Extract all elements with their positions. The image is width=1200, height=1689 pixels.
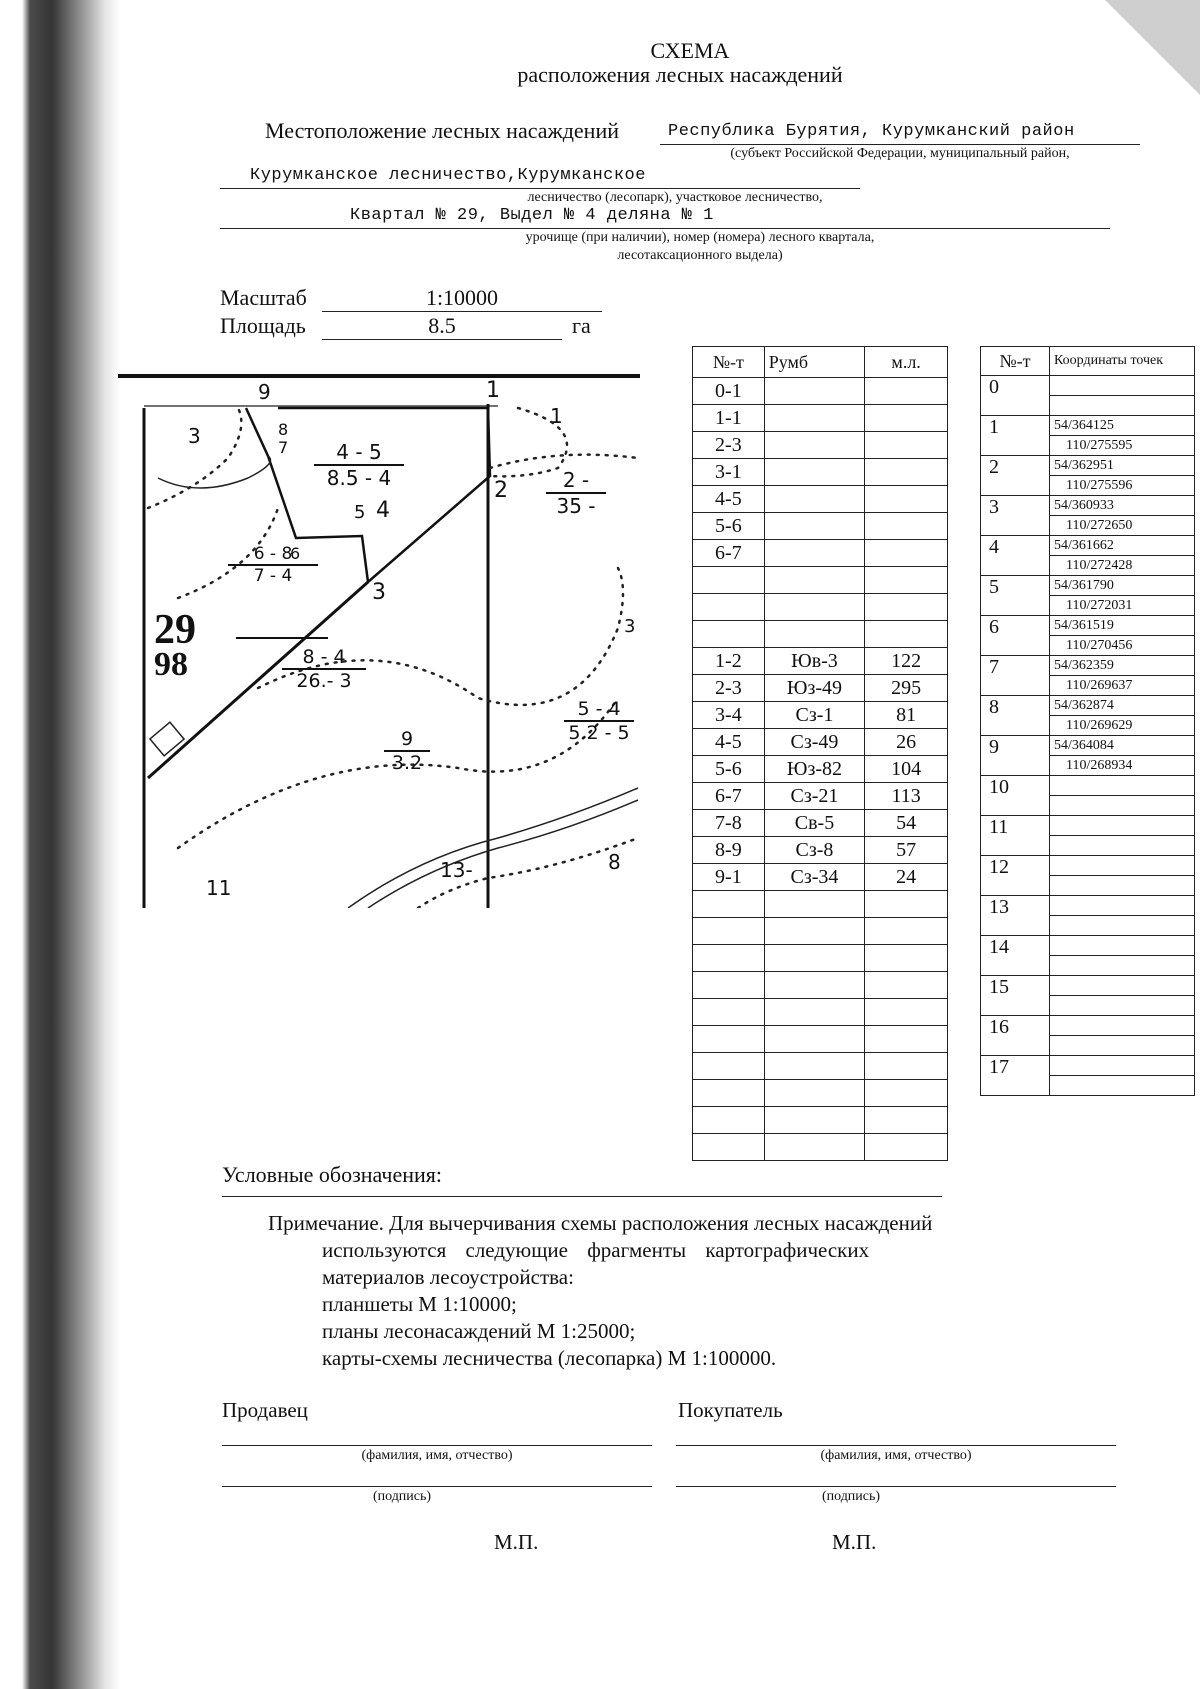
- bearing-row: [693, 1026, 948, 1053]
- coord-latitude: 54/361662: [1050, 536, 1195, 556]
- bearing-row: [693, 918, 948, 945]
- bearing-cell-point: 4-5: [693, 729, 765, 756]
- map-point-4: 4: [376, 498, 390, 523]
- map-point-1: 1: [486, 378, 500, 403]
- coord-longitude: [1050, 836, 1195, 856]
- area-unit: га: [572, 313, 591, 338]
- bearing-table: [692, 346, 948, 1161]
- location-caption-2: лесничество (лесопарк), участковое лесничество,: [527, 190, 823, 205]
- bearing-cell-point: [693, 621, 765, 648]
- coord-point-number: 4: [981, 536, 1050, 576]
- bearing-cell-length: [865, 891, 948, 918]
- bearing-cell-length: [865, 621, 948, 648]
- map-point-9: 9: [258, 380, 271, 404]
- bearing-row: [693, 675, 948, 702]
- bearing-row: [693, 756, 948, 783]
- bearing-cell-length: 54: [865, 810, 948, 837]
- bearing-cell-point: 3-1: [693, 459, 765, 486]
- bearing-cell-length: 113: [865, 783, 948, 810]
- bearing-cell-point: 7-8: [693, 810, 765, 837]
- map-plot-label: [384, 728, 430, 774]
- bearing-header-rumb: Румб: [764, 347, 864, 378]
- coord-point-number: 17: [981, 1056, 1050, 1096]
- bearing-row: [693, 459, 948, 486]
- coord-row: [981, 896, 1195, 916]
- bearing-cell-rumb: [764, 972, 864, 999]
- bearing-row: [693, 405, 948, 432]
- coord-row: [981, 576, 1195, 596]
- buyer-stamp: М.П.: [832, 1530, 877, 1554]
- coord-longitude: 110/272031: [1050, 596, 1195, 616]
- bearing-header-length: м.л.: [865, 347, 948, 378]
- contour-dotted-2: [490, 455, 638, 468]
- bearing-cell-point: 5-6: [693, 513, 765, 540]
- coord-latitude: 54/361790: [1050, 576, 1195, 596]
- coord-latitude: [1050, 816, 1195, 836]
- bearing-cell-rumb: [764, 621, 864, 648]
- bearing-cell-length: 122: [865, 648, 948, 675]
- bearing-cell-rumb: Сз-49: [764, 729, 864, 756]
- map-point-6: 6: [290, 544, 301, 563]
- bearing-cell-point: 1-1: [693, 405, 765, 432]
- bearing-cell-length: [865, 1053, 948, 1080]
- coord-point-number: 9: [981, 736, 1050, 776]
- area-label: Площадь: [220, 313, 306, 338]
- bearing-cell-rumb: [764, 378, 864, 405]
- coord-longitude: 110/275595: [1050, 436, 1195, 456]
- bearing-row: [693, 567, 948, 594]
- map-plot-label-top: 5 - 4: [564, 698, 634, 722]
- location-line-3: [220, 204, 1110, 229]
- map-plot-label: [282, 646, 366, 692]
- location-quarter: Квартал № 29, Выдел № 4 делянa № 1: [350, 206, 714, 225]
- seller-stamp: М.П.: [494, 1530, 539, 1554]
- bearing-row: [693, 729, 948, 756]
- map-plot-label-top: 2 -: [546, 468, 606, 494]
- coord-row: [981, 976, 1195, 996]
- coord-row: [981, 536, 1195, 556]
- bearing-row: [693, 648, 948, 675]
- coord-longitude: [1050, 396, 1195, 416]
- seller-name-caption: (фамилия, имя, отчество): [361, 1448, 513, 1463]
- coord-latitude: [1050, 376, 1195, 396]
- map-plot-label: [314, 440, 404, 490]
- map-plot-label-top: 8 - 4: [282, 646, 366, 670]
- map-point-3: 3: [372, 580, 386, 605]
- note-line-3: материалов лесоустройства:: [322, 1265, 574, 1289]
- bearing-cell-point: [693, 1134, 765, 1161]
- location-caption-3b: лесотаксационного выдела): [617, 248, 783, 263]
- bearing-cell-rumb: Сз-8: [764, 837, 864, 864]
- coord-latitude: 54/364125: [1050, 416, 1195, 436]
- bearing-row: [693, 891, 948, 918]
- map-plot-label-bottom: 3.2: [391, 752, 423, 774]
- coord-point-number: 1: [981, 416, 1050, 456]
- bearing-cell-length: [865, 918, 948, 945]
- bearing-cell-length: [865, 1080, 948, 1107]
- note-line-6: карты-схемы лесничества (лесопарка) М 1:100000.: [322, 1346, 777, 1370]
- coord-longitude: 110/268934: [1050, 756, 1195, 776]
- coord-header-coords: Координаты точек: [1050, 347, 1195, 376]
- bearing-cell-point: [693, 567, 765, 594]
- bearing-cell-point: [693, 972, 765, 999]
- map-quarter-area: 98: [154, 646, 188, 683]
- legend-line: [222, 1196, 942, 1197]
- buyer-sign-line[interactable]: [676, 1486, 1116, 1487]
- contour-solid-1: [158, 456, 271, 488]
- map-plot-label-bottom: 35 -: [556, 494, 596, 518]
- bearing-row: [693, 945, 948, 972]
- bearing-cell-length: [865, 1107, 948, 1134]
- buyer-name-caption: (фамилия, имя, отчество): [820, 1448, 972, 1463]
- bearing-row: [693, 540, 948, 567]
- bearing-cell-rumb: [764, 1026, 864, 1053]
- coord-latitude: [1050, 896, 1195, 916]
- bearing-cell-length: [865, 999, 948, 1026]
- area-value: 8.5: [322, 313, 562, 340]
- bearing-row: [693, 594, 948, 621]
- bearing-cell-length: [865, 486, 948, 513]
- bearing-row: [693, 621, 948, 648]
- bearing-cell-rumb: [764, 999, 864, 1026]
- bearing-cell-point: [693, 999, 765, 1026]
- bearing-cell-length: [865, 972, 948, 999]
- coord-latitude: [1050, 856, 1195, 876]
- bearing-cell-point: [693, 1053, 765, 1080]
- coord-point-number: 15: [981, 976, 1050, 1016]
- coord-point-number: 3: [981, 496, 1050, 536]
- bearing-cell-point: [693, 1107, 765, 1134]
- map-plot-label-top: 9: [384, 728, 430, 752]
- location-line-1: [660, 118, 1140, 145]
- bearing-header-point: №-т: [693, 347, 765, 378]
- bearing-cell-point: 4-5: [693, 486, 765, 513]
- coord-point-number: 13: [981, 896, 1050, 936]
- coord-row: [981, 376, 1195, 396]
- bearing-cell-point: [693, 1026, 765, 1053]
- bearing-cell-rumb: [764, 459, 864, 486]
- scale-value: 1:10000: [322, 285, 602, 312]
- coord-longitude: [1050, 1036, 1195, 1056]
- coord-latitude: [1050, 1056, 1195, 1076]
- bearing-row: [693, 810, 948, 837]
- bearing-cell-rumb: [764, 567, 864, 594]
- bearing-row: [693, 513, 948, 540]
- bearing-cell-length: [865, 567, 948, 594]
- bearing-cell-point: [693, 594, 765, 621]
- note-line-4: планшеты М 1:10000;: [322, 1292, 517, 1316]
- coord-latitude: 54/362874: [1050, 696, 1195, 716]
- bearing-cell-length: [865, 945, 948, 972]
- map-misc-label: 3: [624, 616, 636, 637]
- coord-latitude: [1050, 976, 1195, 996]
- bearing-cell-rumb: [764, 513, 864, 540]
- map-plot-label-bottom: 8.5 - 4: [326, 466, 392, 490]
- map-plot-label-bottom: 7 - 4: [253, 566, 293, 586]
- location-caption-1: (субъект Российской Федерации, муниципальный район,: [730, 146, 1070, 161]
- coord-row: [981, 776, 1195, 796]
- buyer-sign-caption: (подпись): [821, 1489, 881, 1504]
- coord-latitude: 54/361519: [1050, 616, 1195, 636]
- coord-latitude: [1050, 936, 1195, 956]
- map-plot-label: [546, 468, 606, 518]
- bearing-cell-rumb: [764, 594, 864, 621]
- bearing-cell-point: [693, 918, 765, 945]
- coord-row: [981, 816, 1195, 836]
- coord-row: [981, 696, 1195, 716]
- bearing-cell-length: [865, 378, 948, 405]
- coord-longitude: 110/272428: [1050, 556, 1195, 576]
- bearing-cell-rumb: Св-5: [764, 810, 864, 837]
- coord-longitude: [1050, 796, 1195, 816]
- coordinates-table-body: [981, 376, 1195, 1096]
- bearing-table-body: [693, 378, 948, 1161]
- coord-longitude: 110/275596: [1050, 476, 1195, 496]
- bearing-cell-rumb: Сз-21: [764, 783, 864, 810]
- bearing-cell-length: 57: [865, 837, 948, 864]
- map-plot-label: [564, 698, 634, 744]
- note-line-5: планы лесонасаждений М 1:25000;: [322, 1319, 636, 1343]
- bearing-cell-rumb: Сз-1: [764, 702, 864, 729]
- bearing-cell-rumb: Сз-34: [764, 864, 864, 891]
- coord-point-number: 14: [981, 936, 1050, 976]
- map-point-7: 7: [278, 438, 289, 457]
- bearing-cell-length: 24: [865, 864, 948, 891]
- coord-point-number: 0: [981, 376, 1050, 416]
- bearing-cell-point: [693, 1080, 765, 1107]
- coord-point-number: 10: [981, 776, 1050, 816]
- bearing-cell-length: 81: [865, 702, 948, 729]
- map-plot-label-top: 6 - 8: [228, 544, 318, 566]
- bearing-row: [693, 378, 948, 405]
- coord-row: [981, 936, 1195, 956]
- bearing-row: [693, 702, 948, 729]
- map-plot-label: [228, 544, 318, 586]
- bearing-cell-rumb: Юз-82: [764, 756, 864, 783]
- coord-row: [981, 1016, 1195, 1036]
- coord-row: [981, 656, 1195, 676]
- coord-point-number: 11: [981, 816, 1050, 856]
- seller-label: Продавец: [222, 1398, 308, 1422]
- bearing-cell-length: [865, 459, 948, 486]
- coord-latitude: [1050, 776, 1195, 796]
- map-point-8: 8: [278, 420, 289, 439]
- bearing-row: [693, 1080, 948, 1107]
- bearing-cell-point: 6-7: [693, 783, 765, 810]
- bearing-row: [693, 972, 948, 999]
- bearing-cell-rumb: [764, 432, 864, 459]
- map-misc-label: 1: [550, 404, 563, 428]
- coord-longitude: [1050, 916, 1195, 936]
- map-misc-label: 3: [188, 424, 201, 448]
- bearing-row: [693, 432, 948, 459]
- location-caption-3a: урочище (при наличии), номер (номера) лесного квартала,: [525, 230, 875, 245]
- seller-name-line[interactable]: [222, 1445, 652, 1446]
- bearing-cell-length: [865, 405, 948, 432]
- bearing-cell-length: 26: [865, 729, 948, 756]
- location-line-2: [220, 164, 860, 189]
- coord-row: [981, 616, 1195, 636]
- coord-point-number: 16: [981, 1016, 1050, 1056]
- bearing-cell-rumb: [764, 918, 864, 945]
- coord-longitude: [1050, 956, 1195, 976]
- coord-latitude: 54/362951: [1050, 456, 1195, 476]
- coord-longitude: 110/269629: [1050, 716, 1195, 736]
- bearing-cell-length: [865, 594, 948, 621]
- bearing-cell-length: [865, 432, 948, 459]
- bearing-row: [693, 837, 948, 864]
- coord-point-number: 8: [981, 696, 1050, 736]
- bearing-cell-rumb: [764, 1134, 864, 1161]
- coord-longitude: 110/270456: [1050, 636, 1195, 656]
- coord-longitude: [1050, 876, 1195, 896]
- bearing-cell-point: 1-2: [693, 648, 765, 675]
- bearing-cell-rumb: [764, 1053, 864, 1080]
- map-misc-label: 8: [608, 850, 621, 874]
- bearing-cell-rumb: [764, 486, 864, 513]
- bearing-cell-point: 5-6: [693, 756, 765, 783]
- bearing-row: [693, 783, 948, 810]
- coord-longitude: [1050, 996, 1195, 1016]
- coord-latitude: 54/362359: [1050, 656, 1195, 676]
- coord-point-number: 12: [981, 856, 1050, 896]
- bearing-cell-point: [693, 891, 765, 918]
- document-subtitle: расположения лесных насаждений: [517, 62, 843, 87]
- bearing-cell-length: [865, 513, 948, 540]
- bearing-cell-point: 6-7: [693, 540, 765, 567]
- seller-sign-line[interactable]: [222, 1486, 652, 1487]
- location-label: Местоположение лесных насаждений: [265, 118, 619, 143]
- bearing-cell-length: [865, 1134, 948, 1161]
- contour-dotted-3: [148, 408, 241, 508]
- seller-sign-caption: (подпись): [372, 1489, 432, 1504]
- map-plot-label-bottom: 5.2 - 5: [568, 722, 630, 744]
- bearing-cell-rumb: [764, 540, 864, 567]
- bearing-row: [693, 1053, 948, 1080]
- coord-latitude: [1050, 1016, 1195, 1036]
- bearing-row: [693, 1134, 948, 1161]
- bearing-row: [693, 999, 948, 1026]
- coord-latitude: 54/360933: [1050, 496, 1195, 516]
- location-region: Республика Бурятия, Курумканский район: [668, 122, 1075, 141]
- coord-row: [981, 856, 1195, 876]
- coord-header-point: №-т: [981, 347, 1050, 376]
- map-quarter-number: 29: [154, 607, 196, 653]
- river-line-1: [348, 788, 638, 908]
- map-misc-label: 11: [206, 876, 232, 900]
- bearing-cell-point: 0-1: [693, 378, 765, 405]
- coord-point-number: 2: [981, 456, 1050, 496]
- bearing-cell-rumb: Юз-49: [764, 675, 864, 702]
- bearing-cell-rumb: [764, 1107, 864, 1134]
- bearing-cell-point: 2-3: [693, 675, 765, 702]
- folded-corner: [1105, 0, 1200, 95]
- bearing-cell-rumb: [764, 945, 864, 972]
- bearing-row: [693, 864, 948, 891]
- bearing-cell-length: 104: [865, 756, 948, 783]
- coord-latitude: 54/364084: [1050, 736, 1195, 756]
- map-point-2: 2: [494, 478, 508, 503]
- bearing-cell-rumb: [764, 405, 864, 432]
- map-plot-label-top: 4 - 5: [314, 440, 404, 466]
- bearing-cell-point: 3-4: [693, 702, 765, 729]
- bearing-cell-point: [693, 945, 765, 972]
- note-line-1: Примечание. Для вычерчивания схемы расположения лесных насаждений: [268, 1211, 933, 1235]
- map-point-5: 5: [354, 502, 366, 523]
- bearing-cell-rumb: Юв-3: [764, 648, 864, 675]
- bearing-cell-point: 2-3: [693, 432, 765, 459]
- coord-point-number: 7: [981, 656, 1050, 696]
- bearing-cell-point: 8-9: [693, 837, 765, 864]
- coord-row: [981, 496, 1195, 516]
- coord-longitude: 110/269637: [1050, 676, 1195, 696]
- bearing-row: [693, 486, 948, 513]
- document-title: СХЕМА: [650, 38, 730, 63]
- coord-point-number: 5: [981, 576, 1050, 616]
- river-line-2: [368, 800, 638, 908]
- coordinates-table: [980, 346, 1195, 1096]
- bearing-cell-length: [865, 1026, 948, 1053]
- bearing-cell-point: 9-1: [693, 864, 765, 891]
- buyer-label: Покупатель: [678, 1398, 783, 1422]
- bearing-cell-length: [865, 540, 948, 567]
- coord-longitude: [1050, 1076, 1195, 1096]
- bearing-row: [693, 1107, 948, 1134]
- forest-plot-map: [118, 368, 640, 908]
- bearing-cell-length: 295: [865, 675, 948, 702]
- scan-shadow-edge: [0, 0, 120, 1689]
- legend-label: Условные обозначения:: [222, 1162, 443, 1187]
- map-plot-label-13: 13-: [440, 858, 473, 882]
- scale-label: Масштаб: [220, 285, 307, 310]
- bearing-cell-rumb: [764, 891, 864, 918]
- coord-row: [981, 416, 1195, 436]
- buyer-name-line[interactable]: [676, 1445, 1116, 1446]
- coord-row: [981, 736, 1195, 756]
- note-line-2: используются следующие фрагменты картографических: [322, 1238, 870, 1262]
- coord-row: [981, 1056, 1195, 1076]
- location-forestry: Курумканское лесничество,Курумканское: [250, 166, 646, 185]
- bearing-cell-rumb: [764, 1080, 864, 1107]
- coord-point-number: 6: [981, 616, 1050, 656]
- coord-longitude: 110/272650: [1050, 516, 1195, 536]
- map-plot-label-bottom: 26.- 3: [296, 670, 352, 692]
- coord-row: [981, 456, 1195, 476]
